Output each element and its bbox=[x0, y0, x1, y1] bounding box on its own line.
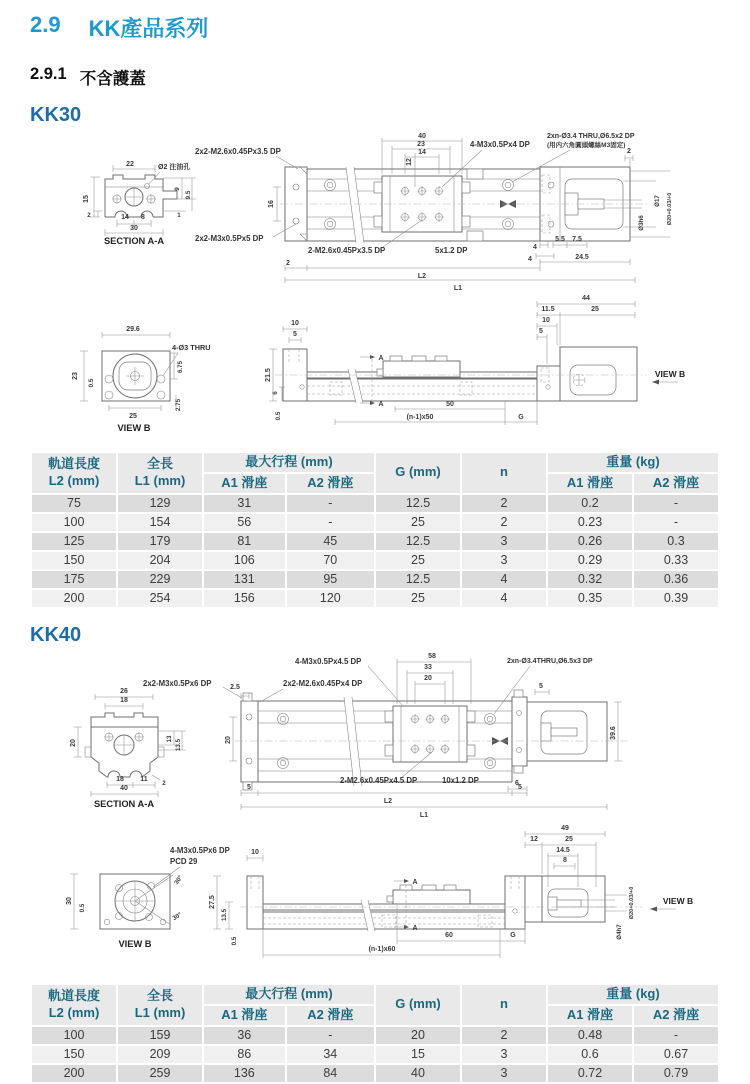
spec-cell: 0.79 bbox=[634, 1065, 718, 1082]
dim-label: Ø4h7 bbox=[616, 924, 623, 940]
kk30-heading: KK30 bbox=[30, 104, 82, 126]
dim-label: 15 bbox=[83, 195, 90, 203]
spec-cell: 12.5 bbox=[376, 533, 460, 550]
header-line: L2 (mm) bbox=[48, 1004, 100, 1020]
header-line: L2 (mm) bbox=[48, 472, 100, 488]
kk40-table-body bbox=[32, 1027, 718, 1082]
spec-cell: 86 bbox=[204, 1046, 285, 1063]
dim-label: 50 bbox=[446, 401, 454, 408]
dim-label: 12 bbox=[530, 835, 538, 843]
header-line: 全長 bbox=[146, 456, 173, 471]
dim-label: (n-1)x60 bbox=[368, 945, 396, 953]
spec-cell: 15 bbox=[376, 1046, 460, 1063]
dim-label: 6.75 bbox=[177, 360, 184, 374]
dim-label: 30 bbox=[66, 896, 73, 905]
spec-cell: 136 bbox=[204, 1065, 285, 1082]
spec-cell: 25 bbox=[376, 552, 460, 569]
col-g: G (mm) bbox=[376, 985, 460, 1025]
kk40-technical-drawing bbox=[30, 649, 720, 979]
col-max-stroke: 最大行程 (mm) bbox=[204, 985, 374, 1004]
thread-spec-label: 2x2-M3x0.5Px6 DP bbox=[143, 678, 212, 688]
spec-cell: 25 bbox=[376, 514, 460, 531]
dim-label: 29.6 bbox=[126, 326, 140, 333]
spec-cell: 209 bbox=[118, 1046, 202, 1063]
spec-cell: 3 bbox=[462, 552, 546, 569]
header-line: L1 (mm) bbox=[134, 1004, 186, 1020]
dim-label: L2 bbox=[417, 273, 427, 280]
dim-label: 6 bbox=[272, 391, 279, 395]
col-weight-a2: A2 滑座 bbox=[634, 1006, 718, 1025]
col-g: G (mm) bbox=[376, 453, 460, 493]
kk40-table-head bbox=[32, 985, 718, 1025]
spec-cell: 254 bbox=[118, 590, 202, 607]
dim-label: 13.5 bbox=[175, 738, 182, 751]
spec-cell: 204 bbox=[118, 552, 202, 569]
spec-cell: 0.67 bbox=[634, 1046, 718, 1063]
thread-spec-label: 4-Ø3 THRU bbox=[172, 343, 211, 352]
spec-cell: 84 bbox=[287, 1065, 374, 1082]
spec-cell: 70 bbox=[287, 552, 374, 569]
dim-label: 16 bbox=[268, 200, 275, 208]
spec-cell: 229 bbox=[118, 571, 202, 588]
spec-cell: 56 bbox=[204, 514, 285, 531]
header-line: 軌道長度 bbox=[47, 456, 100, 471]
catalog-page bbox=[0, 12, 750, 1081]
thread-spec-label: 2xn-Ø3.4 THRU,Ø6.5x2 DP bbox=[547, 133, 635, 140]
dim-label: L2 bbox=[383, 797, 393, 805]
kk30-table-body bbox=[32, 495, 718, 607]
spec-cell: 200 bbox=[32, 1065, 116, 1082]
dim-label: 30 bbox=[130, 225, 138, 232]
spec-row bbox=[32, 1027, 718, 1044]
angle-label: 30° bbox=[171, 911, 184, 922]
dim-label: Ø20+0.03/+0 bbox=[629, 886, 635, 920]
spec-cell: 175 bbox=[32, 571, 116, 588]
view-caption: SECTION A-A bbox=[103, 236, 165, 246]
dim-label: 23 bbox=[72, 372, 79, 380]
kk30-view-b bbox=[72, 326, 211, 433]
spec-cell: 95 bbox=[287, 571, 374, 588]
spec-cell: 0.32 bbox=[548, 571, 632, 588]
dim-label: 25 bbox=[565, 835, 573, 843]
view-caption: VIEW B bbox=[118, 938, 152, 949]
spec-cell: 0.3 bbox=[634, 533, 718, 550]
dim-label: 0.5 bbox=[231, 936, 238, 946]
spec-cell: 0.39 bbox=[634, 590, 718, 607]
spec-cell: 31 bbox=[204, 495, 285, 512]
view-caption: SECTION A-A bbox=[93, 798, 155, 809]
subsection-number: 2.9.1 bbox=[30, 65, 67, 83]
dim-label: 60 bbox=[445, 931, 453, 939]
thread-spec-label: 2-M2.6x0.45Px4.5 DP bbox=[340, 775, 418, 785]
dim-label: 9 bbox=[174, 187, 181, 191]
dim-label: 27.5 bbox=[209, 894, 216, 909]
spec-cell: 156 bbox=[204, 590, 285, 607]
dim-label: L1 bbox=[453, 285, 463, 292]
dim-label: 11 bbox=[140, 775, 148, 783]
spec-cell: 75 bbox=[32, 495, 116, 512]
dim-label: 12 bbox=[406, 158, 413, 166]
dim-label: 23 bbox=[417, 141, 425, 148]
spec-cell: 200 bbox=[32, 590, 116, 607]
spec-cell: 25 bbox=[376, 590, 460, 607]
dim-label: 13.5 bbox=[221, 908, 228, 921]
spec-cell: 3 bbox=[462, 1065, 546, 1082]
spec-cell: 34 bbox=[287, 1046, 374, 1063]
dim-label: 5 bbox=[539, 328, 543, 335]
spec-cell: 40 bbox=[376, 1065, 460, 1082]
spec-cell: 2 bbox=[462, 1027, 546, 1044]
dim-label: 5.5 bbox=[555, 236, 565, 243]
spec-cell: 4 bbox=[462, 590, 546, 607]
kk40-side-view bbox=[209, 825, 693, 958]
dim-label: 25 bbox=[129, 413, 137, 420]
kk40-view-b bbox=[66, 846, 230, 949]
spec-cell: 81 bbox=[204, 533, 285, 550]
subsection-text: 不含護蓋 bbox=[79, 70, 146, 88]
spec-row bbox=[32, 590, 718, 607]
dim-label: 6 bbox=[515, 779, 519, 787]
spec-cell: 100 bbox=[32, 514, 116, 531]
thread-spec-label: 4-M3x0.5Px4 DP bbox=[470, 140, 530, 149]
thread-spec-label: 5x1.2 DP bbox=[435, 246, 468, 255]
spec-cell: - bbox=[634, 1027, 718, 1044]
spec-cell: 12.5 bbox=[376, 495, 460, 512]
col-stroke-a2: A2 滑座 bbox=[287, 474, 374, 493]
spec-cell: 0.35 bbox=[548, 590, 632, 607]
section-arrow-label: A bbox=[378, 401, 384, 408]
dim-label: 21.5 bbox=[265, 368, 272, 382]
spec-cell: - bbox=[287, 495, 374, 512]
spec-cell: 179 bbox=[118, 533, 202, 550]
spec-cell: 100 bbox=[32, 1027, 116, 1044]
dim-label: 2.5 bbox=[230, 683, 240, 691]
kk40-section-aa-view bbox=[70, 688, 186, 809]
dim-label: 25 bbox=[591, 306, 599, 313]
spec-cell: 131 bbox=[204, 571, 285, 588]
spec-cell: 4 bbox=[462, 571, 546, 588]
dim-label: Ø3h6 bbox=[638, 215, 645, 231]
col-stroke-a1: A1 滑座 bbox=[204, 1006, 285, 1025]
kk30-technical-drawing bbox=[30, 129, 720, 447]
spec-cell: 159 bbox=[118, 1027, 202, 1044]
spec-cell: 0.6 bbox=[548, 1046, 632, 1063]
dim-label: 20 bbox=[225, 735, 232, 744]
kk30-section-aa-view bbox=[83, 161, 196, 246]
spec-cell: 0.36 bbox=[634, 571, 718, 588]
spec-cell: 0.23 bbox=[548, 514, 632, 531]
view-caption: VIEW B bbox=[662, 895, 694, 906]
col-weight-a1: A1 滑座 bbox=[548, 1006, 632, 1025]
dim-label: 11.5 bbox=[541, 306, 555, 313]
spec-row bbox=[32, 571, 718, 588]
dim-label: 5 bbox=[247, 783, 251, 791]
spec-cell: 150 bbox=[32, 552, 116, 569]
spec-cell: 3 bbox=[462, 1046, 546, 1063]
kk40-plan-view bbox=[143, 653, 630, 819]
kk30-plan-view bbox=[195, 133, 673, 292]
dim-label: G bbox=[518, 414, 524, 421]
spec-cell: - bbox=[634, 495, 718, 512]
dim-label: 4 bbox=[528, 256, 532, 263]
dim-label: 14 bbox=[418, 149, 426, 156]
page-title bbox=[30, 12, 750, 43]
spec-row bbox=[32, 533, 718, 550]
kk30-side-view bbox=[265, 295, 685, 425]
angle-label: 30° bbox=[173, 874, 185, 886]
col-weight-a1: A1 滑座 bbox=[548, 474, 632, 493]
col-stroke-a2: A2 滑座 bbox=[287, 1006, 374, 1025]
kk30-table-head bbox=[32, 453, 718, 493]
dim-label: 26 bbox=[120, 687, 128, 695]
spec-cell: 129 bbox=[118, 495, 202, 512]
spec-cell: - bbox=[287, 1027, 374, 1044]
thread-spec-label: 2x2-M2.6x0.45Px4 DP bbox=[283, 678, 363, 688]
dim-label: L1 bbox=[419, 811, 429, 819]
col-rail-length bbox=[32, 985, 116, 1025]
col-max-stroke: 最大行程 (mm) bbox=[204, 453, 374, 472]
col-total-length bbox=[118, 453, 202, 493]
dim-label: 40 bbox=[120, 784, 128, 792]
spec-cell: 106 bbox=[204, 552, 285, 569]
dim-label: 40 bbox=[418, 133, 426, 140]
thread-spec-label: 2-M2.6x0.45Px3.5 DP bbox=[308, 246, 386, 255]
spec-row bbox=[32, 514, 718, 531]
spec-cell: 125 bbox=[32, 533, 116, 550]
spec-cell: 0.33 bbox=[634, 552, 718, 569]
dim-label: 5 bbox=[539, 682, 543, 690]
thread-spec-label: 2xn-Ø3.4THRU,Ø6.5x3 DP bbox=[507, 657, 593, 665]
dim-label: 33 bbox=[424, 663, 432, 671]
thread-spec-label: 10x1.2 DP bbox=[442, 775, 479, 785]
dim-label: 5 bbox=[293, 331, 297, 338]
dim-label: 10 bbox=[251, 848, 259, 856]
dim-label: 10 bbox=[542, 317, 550, 324]
dim-label: 24.5 bbox=[575, 254, 589, 261]
oil-hole-label: Ø2 注油孔 bbox=[158, 164, 191, 171]
col-n: n bbox=[462, 985, 546, 1025]
dim-label: 18 bbox=[116, 775, 124, 783]
dim-label: 2 bbox=[162, 779, 166, 787]
thread-spec-label: 2x2-M2.6x0.45Px3.5 DP bbox=[195, 147, 281, 156]
dim-label: 5 bbox=[518, 783, 522, 791]
section-arrow-label: A bbox=[412, 924, 418, 932]
dim-label: 7.5 bbox=[572, 236, 582, 243]
thread-spec-label: 4-M3x0.5Px4.5 DP bbox=[295, 656, 362, 666]
spec-cell: 12.5 bbox=[376, 571, 460, 588]
dim-label: 58 bbox=[428, 652, 436, 660]
thread-spec-label: (用内六角圓頭螺絲M3固定) bbox=[547, 142, 626, 149]
spec-cell: 2 bbox=[462, 514, 546, 531]
dim-label: Ø20+0.03/+0 bbox=[667, 192, 673, 226]
view-caption: VIEW B bbox=[117, 423, 151, 433]
spec-cell: 259 bbox=[118, 1065, 202, 1082]
spec-cell: 0.26 bbox=[548, 533, 632, 550]
dim-label: 39.6 bbox=[610, 725, 617, 740]
spec-cell: - bbox=[634, 514, 718, 531]
spec-row bbox=[32, 495, 718, 512]
col-weight-a2: A2 滑座 bbox=[634, 474, 718, 493]
thread-spec-label: 4-M3x0.5Px6 DP bbox=[170, 845, 230, 855]
header-line: 全長 bbox=[146, 987, 173, 1003]
view-caption: VIEW B bbox=[654, 369, 686, 379]
dim-label: 18 bbox=[120, 696, 128, 704]
dim-label: 9.5 bbox=[185, 190, 192, 200]
spec-cell: 20 bbox=[376, 1027, 460, 1044]
dim-label: (n-1)x50 bbox=[406, 414, 434, 421]
dim-label: 8 bbox=[563, 856, 567, 864]
spec-row bbox=[32, 552, 718, 569]
dim-label: 22 bbox=[126, 161, 134, 168]
spec-cell: 0.48 bbox=[548, 1027, 632, 1044]
dim-label: 2.75 bbox=[175, 398, 182, 412]
spec-cell: 3 bbox=[462, 533, 546, 550]
dim-label: 2 bbox=[286, 260, 290, 267]
dim-label: 14.5 bbox=[556, 846, 570, 854]
col-weight: 重量 (kg) bbox=[548, 985, 718, 1004]
dim-label: 49 bbox=[561, 824, 569, 832]
spec-cell: 0.2 bbox=[548, 495, 632, 512]
header-line: L1 (mm) bbox=[134, 472, 186, 488]
section-arrow-label: A bbox=[412, 878, 418, 886]
spec-row bbox=[32, 1046, 718, 1063]
spec-cell: - bbox=[287, 514, 374, 531]
dim-label: 20 bbox=[424, 674, 432, 682]
dim-label: 13 bbox=[166, 735, 173, 743]
section-title: KK產品系列 bbox=[88, 16, 209, 41]
spec-cell: 154 bbox=[118, 514, 202, 531]
header-line: 軌道長度 bbox=[47, 987, 100, 1003]
spec-cell: 150 bbox=[32, 1046, 116, 1063]
dim-label: 0.5 bbox=[275, 411, 282, 421]
kk30-spec-table bbox=[30, 451, 720, 609]
spec-cell: 0.72 bbox=[548, 1065, 632, 1082]
dim-label: 0.5 bbox=[79, 903, 86, 913]
spec-cell: 0.29 bbox=[548, 552, 632, 569]
dim-label: 1 bbox=[177, 212, 181, 219]
dim-label: 2 bbox=[627, 148, 631, 155]
dim-label: 0.5 bbox=[88, 378, 95, 388]
col-stroke-a1: A1 滑座 bbox=[204, 474, 285, 493]
col-n: n bbox=[462, 453, 546, 493]
spec-row bbox=[32, 1065, 718, 1082]
dim-label: Ø17 bbox=[654, 195, 661, 207]
dim-label: 2 bbox=[87, 212, 91, 219]
kk40-heading: KK40 bbox=[30, 623, 82, 646]
col-weight: 重量 (kg) bbox=[548, 453, 718, 472]
pcd-label: PCD 29 bbox=[170, 856, 198, 866]
spec-cell: 2 bbox=[462, 495, 546, 512]
kk40-spec-table bbox=[30, 983, 720, 1084]
spec-cell: 45 bbox=[287, 533, 374, 550]
dim-label: 14 bbox=[121, 214, 129, 221]
dim-label: 4 bbox=[533, 244, 537, 251]
col-total-length bbox=[118, 985, 202, 1025]
spec-cell: 120 bbox=[287, 590, 374, 607]
col-rail-length bbox=[32, 453, 116, 493]
section-number: 2.9 bbox=[30, 12, 61, 37]
dim-label: G bbox=[510, 931, 516, 939]
dim-label: 44 bbox=[582, 295, 590, 302]
dim-label: 10 bbox=[291, 320, 299, 327]
dim-label: 8 bbox=[141, 214, 145, 221]
spec-cell: 36 bbox=[204, 1027, 285, 1044]
subsection-title bbox=[30, 65, 750, 89]
section-arrow-label: A bbox=[378, 355, 384, 362]
dim-label: 20 bbox=[70, 738, 77, 747]
thread-spec-label: 2x2-M3x0.5Px5 DP bbox=[195, 234, 264, 243]
